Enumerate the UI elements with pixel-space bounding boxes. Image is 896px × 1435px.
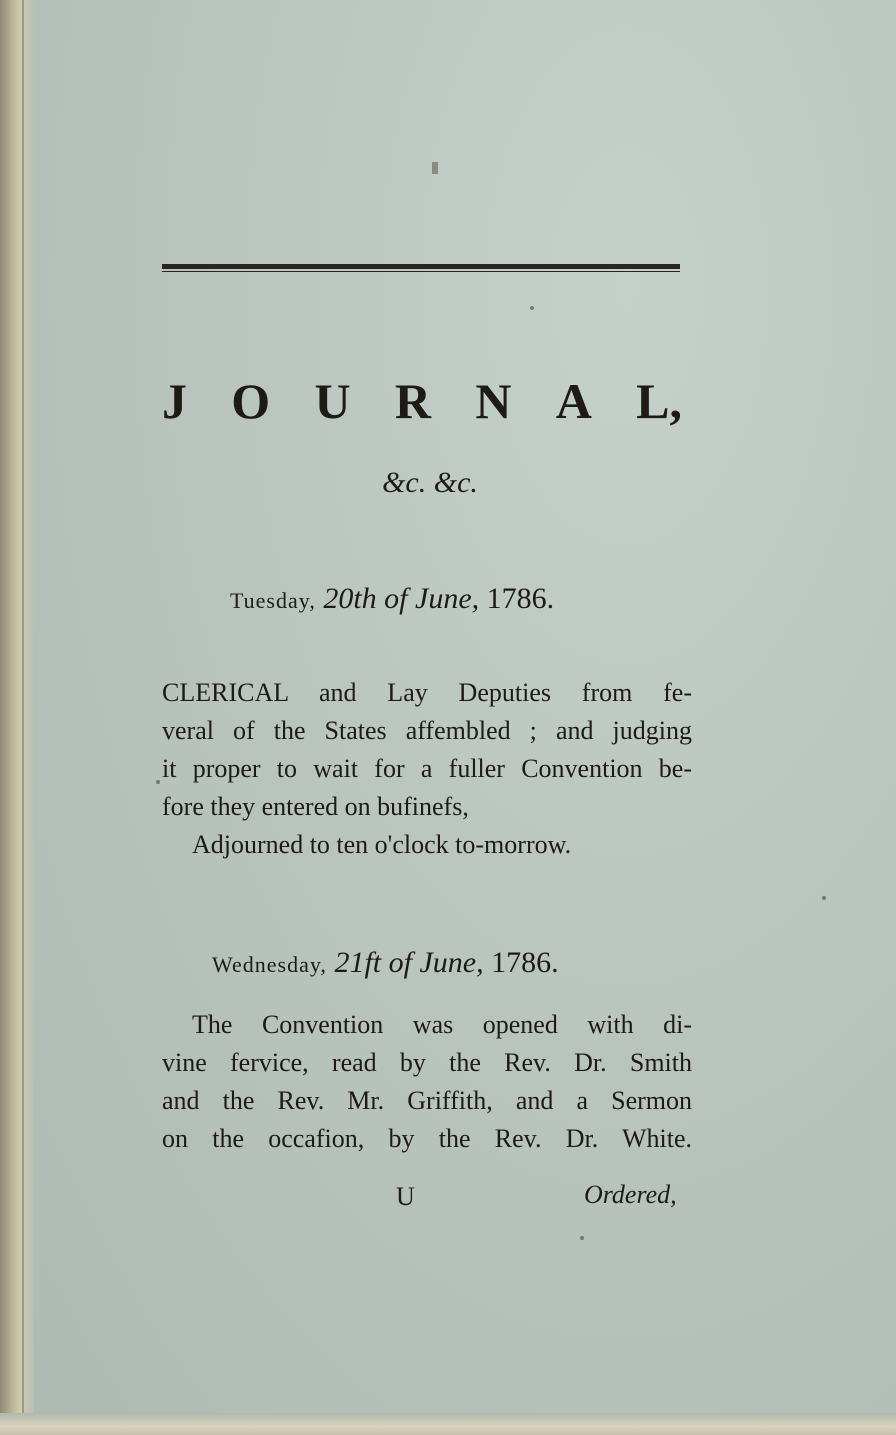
entry1-line: fore they entered on bufinefs,	[162, 792, 469, 821]
entry1-line: veral of the States affembled ; and judging	[162, 716, 692, 745]
page-title	[162, 372, 682, 430]
entry1-line: CLERICAL and Lay Deputies from fe-	[162, 678, 692, 707]
entry2-line: The Convention was opened with di-	[192, 1010, 692, 1039]
entry1-date	[230, 582, 554, 616]
entry2-month: June,	[419, 946, 484, 979]
entry2-of: of	[388, 946, 412, 979]
title-letter: J	[162, 373, 187, 429]
paper-speck	[822, 896, 826, 900]
etc-subtitle: &c. &c.	[382, 466, 478, 499]
entry1-line: it proper to wait for a fuller Convention be-	[162, 754, 692, 783]
entry2-line: and the Rev. Mr. Griffith, and a Sermon	[162, 1086, 692, 1115]
page-bottom-edge	[0, 1413, 896, 1435]
header-rule-thick	[162, 264, 680, 269]
header-rule-thin	[162, 271, 680, 272]
title-letter: U	[314, 373, 351, 429]
ink-mark	[432, 162, 438, 174]
title-letter: N	[475, 373, 512, 429]
entry1-paragraph	[162, 674, 692, 864]
entry2-line: on the occafion, by the Rev. Dr. White.	[162, 1124, 692, 1153]
entry2-date	[212, 946, 559, 980]
catchword: Ordered,	[584, 1180, 677, 1209]
entry1-of: of	[384, 582, 408, 615]
entry1-day: Tuesday,	[230, 588, 316, 613]
entry2-day: Wednesday,	[212, 952, 327, 977]
page-fold-line	[22, 0, 24, 1435]
entry1-date-number: 20th	[323, 582, 377, 615]
paper-speck	[156, 780, 160, 784]
paper-speck	[580, 1236, 584, 1240]
entry2-line: vine fervice, read by the Rev. Dr. Smith	[162, 1048, 692, 1077]
title-letter: O	[231, 373, 271, 429]
signature-mark: U	[396, 1182, 415, 1211]
entry2-paragraph	[162, 1006, 692, 1158]
title-letter: A	[555, 373, 592, 429]
entry1-year: 1786.	[486, 582, 555, 615]
entry1-month: June,	[415, 582, 480, 615]
page-left-edge	[0, 0, 34, 1435]
entry2-year: 1786.	[491, 946, 559, 979]
entry1-line: Adjourned to ten o'clock to-morrow.	[192, 830, 572, 859]
title-letter: R	[394, 373, 432, 429]
paper-speck	[530, 306, 534, 310]
entry2-date-number: 21ft	[334, 946, 382, 979]
title-letter: L,	[636, 373, 682, 429]
